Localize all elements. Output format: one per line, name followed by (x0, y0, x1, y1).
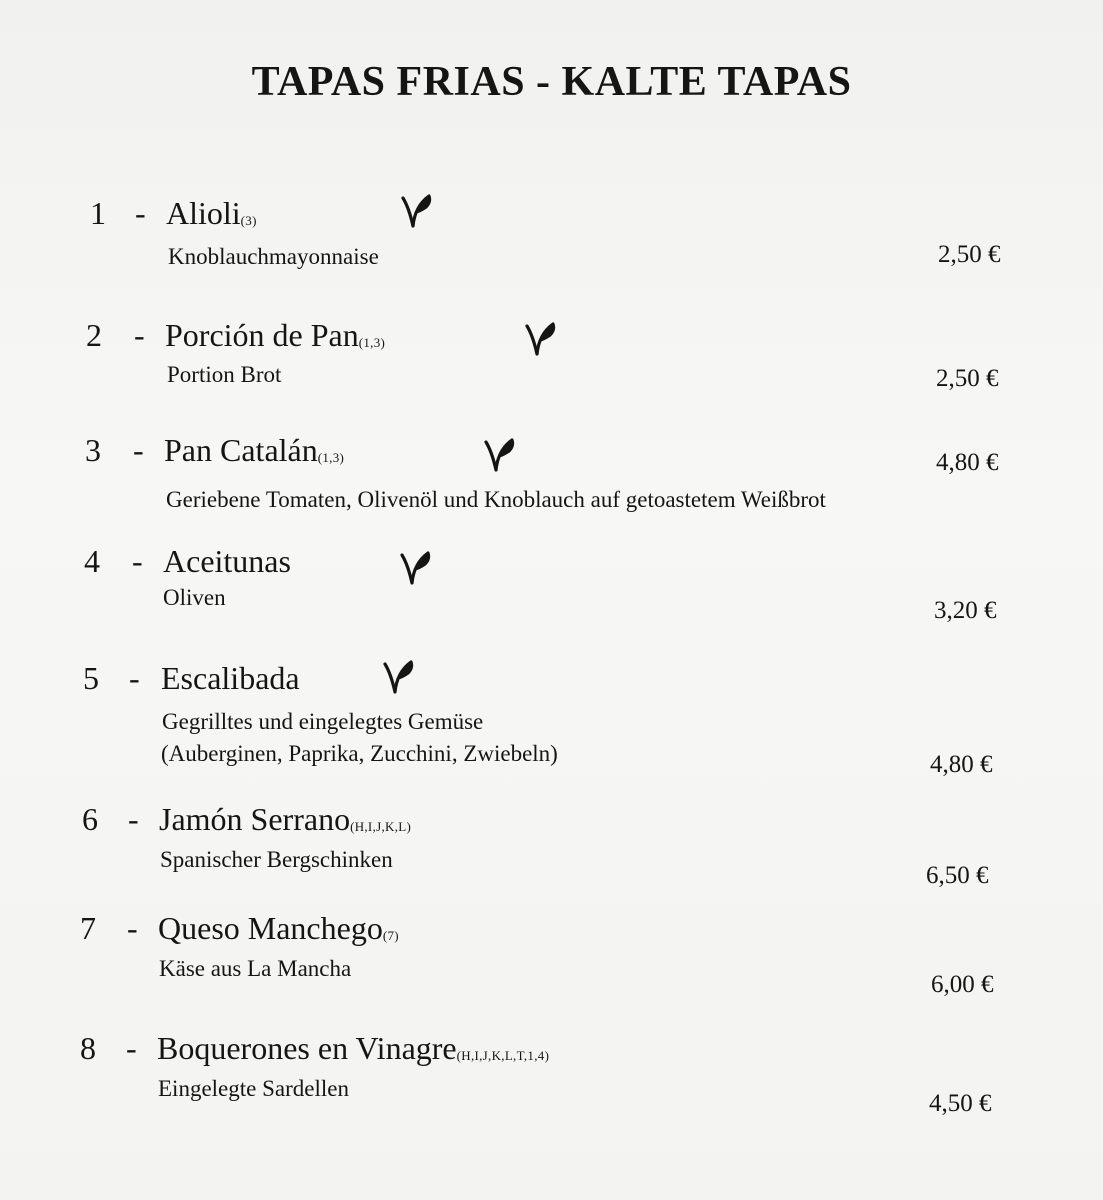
item-description: Oliven (163, 585, 226, 610)
item-dash: - (129, 660, 140, 696)
item-description: Portion Brot (167, 362, 282, 387)
item-name: Escalibada (161, 660, 300, 696)
item-allergens: (H,I,J,K,L) (350, 819, 412, 834)
item-description-line-2: (Auberginen, Paprika, Zucchini, Zwiebeln) (161, 741, 558, 766)
item-name: Pan Catalán$_{(1,3)}$ (164, 432, 345, 468)
item-price: 4,50 € (929, 1090, 992, 1117)
menu-item (0, 660, 1103, 778)
item-dash: - (126, 1030, 137, 1066)
item-description: Spanischer Bergschinken (160, 847, 393, 872)
item-description: Gegrilltes und eingelegtes Gemüse (162, 709, 484, 734)
vegan-leaf-icon (400, 192, 434, 232)
item-dash: - (132, 543, 143, 579)
item-description: Eingelegte Sardellen (158, 1076, 349, 1101)
vegan-leaf-icon (382, 658, 416, 698)
item-price: 4,80 € (936, 449, 999, 476)
item-number: 7 (80, 910, 96, 946)
menu-item (0, 432, 1103, 532)
item-price: 2,50 € (938, 241, 1001, 268)
item-price: 4,80 € (930, 751, 993, 778)
item-name: Queso Manchego$_{(7)}$ (158, 910, 399, 946)
item-name: Porción de Pan$_{(1,3)}$ (165, 317, 386, 353)
menu-item (0, 910, 1103, 1010)
item-price: 3,20 € (934, 597, 997, 624)
menu-item (0, 195, 1103, 295)
item-dash: - (128, 801, 139, 837)
item-allergens: (3) (240, 213, 257, 228)
menu-title: TAPAS FRIAS - KALTE TAPAS (251, 59, 852, 105)
item-allergens: (H,I,J,K,L,T,1,4) (456, 1048, 550, 1063)
item-description: Knoblauchmayonnaise (168, 244, 379, 269)
item-number: 1 (90, 195, 106, 231)
menu-item (0, 543, 1103, 643)
item-allergens: (1,3) (317, 450, 345, 465)
item-number: 3 (85, 432, 101, 468)
item-price: 2,50 € (936, 365, 999, 392)
item-name: Alioli$_{(3)}$ (166, 195, 257, 231)
item-number: 2 (86, 317, 102, 353)
item-number: 5 (83, 660, 99, 696)
item-allergens: (1,3) (358, 335, 386, 350)
item-price: 6,50 € (926, 862, 989, 889)
menu-item (0, 801, 1103, 901)
item-number: 6 (82, 801, 98, 837)
menu-item (0, 1030, 1103, 1130)
item-allergens: (7) (382, 928, 399, 943)
item-dash: - (133, 432, 144, 468)
item-dash: - (135, 195, 146, 231)
item-description: Geriebene Tomaten, Olivenöl und Knoblauch auf getoastetem Weißbrot (166, 487, 826, 512)
item-dash: - (134, 317, 145, 353)
item-name: Boquerones en Vinagre$_{(H,I,J,K,L,T,1,4)}$ (157, 1030, 550, 1066)
vegan-leaf-icon (483, 436, 517, 476)
vegan-leaf-icon (399, 549, 433, 589)
item-dash: - (127, 910, 138, 946)
vegan-leaf-icon (524, 320, 558, 360)
item-number: 4 (84, 543, 100, 579)
item-name: Jamón Serrano$_{(H,I,J,K,L)}$ (159, 801, 412, 837)
item-number: 8 (80, 1030, 96, 1066)
item-price: 6,00 € (931, 971, 994, 998)
menu-item (0, 317, 1103, 417)
item-description: Käse aus La Mancha (159, 956, 352, 981)
item-name: Aceitunas (163, 543, 291, 579)
